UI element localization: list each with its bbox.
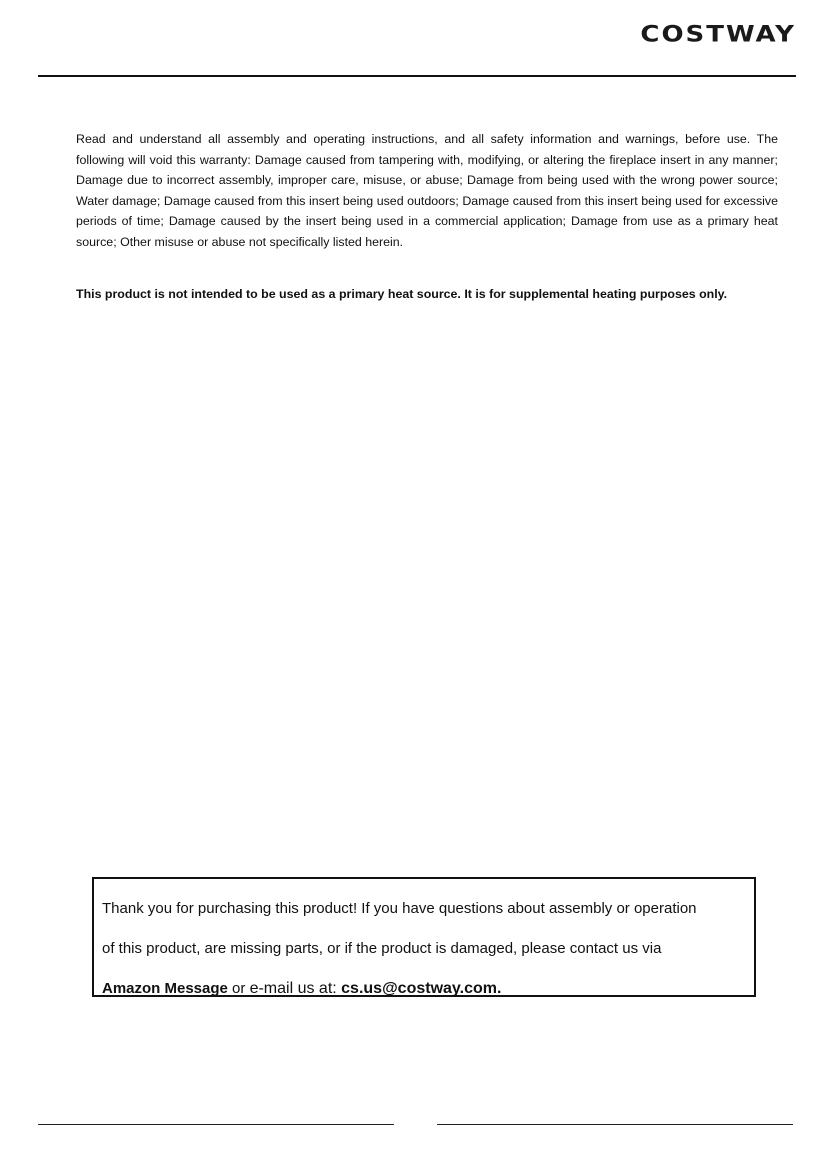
email-prefix: e-mail us at: bbox=[249, 980, 342, 997]
warranty-paragraph: Read and understand all assembly and operating instructions, and all safety information and warnings, before use. The following will void this warranty: Damage caused from tampering with, modifying, or altering the fireplace insert in any manner; Damage due to incorrect assembly, improper care, misuse, or abuse; Damage from being used with the wrong power source; Water damage; Damage caused from this insert being used outdoors; Damage caused from this insert being used for excessive periods of time; Damage caused by the insert being used in a commercial application; Damage from use as a primary heat source; Other misuse or abuse not specifically listed herein. bbox=[76, 132, 778, 249]
contact-line-3 bbox=[102, 969, 746, 1009]
amazon-message-label: Amazon Message bbox=[102, 980, 228, 997]
support-email: cs.us@costway.com bbox=[341, 980, 497, 997]
footer-divider-left bbox=[38, 1124, 394, 1125]
header-divider bbox=[38, 75, 796, 77]
or-text: or bbox=[227, 980, 250, 997]
footer-divider-right bbox=[437, 1124, 793, 1125]
costway-logo: COSTWAY bbox=[640, 22, 796, 48]
customer-contact-box bbox=[92, 877, 756, 997]
email-period: . bbox=[496, 980, 502, 997]
supplemental-heat-notice: This product is not intended to be used as a primary heat source. It is for supplemental heating purposes only. bbox=[76, 287, 728, 301]
contact-line-2: of this product, are missing parts, or if the product is damaged, please contact us via bbox=[102, 940, 662, 957]
contact-line-1: Thank you for purchasing this product! If you have questions about assembly or operation bbox=[102, 900, 697, 917]
